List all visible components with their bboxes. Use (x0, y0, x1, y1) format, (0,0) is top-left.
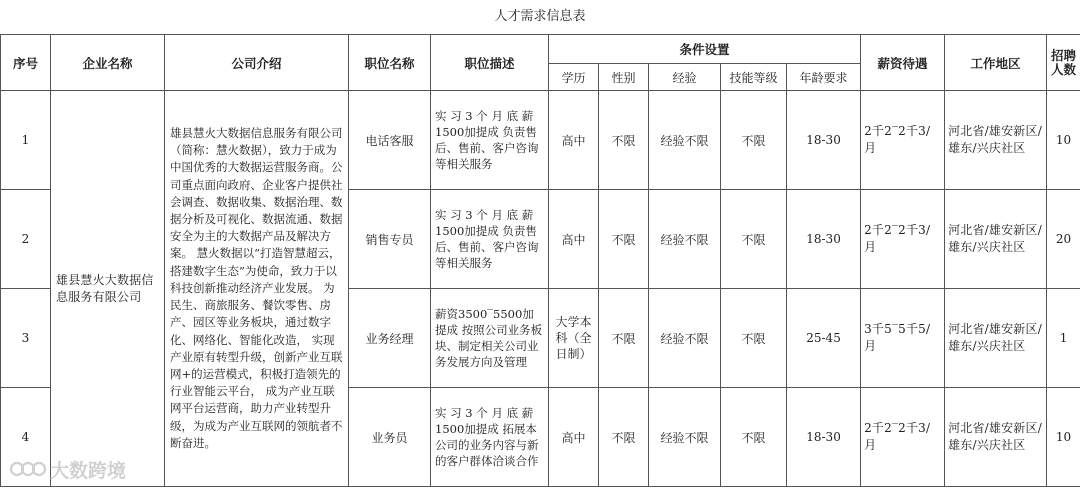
cell-seq: 1 (1, 91, 51, 190)
cell-count: 10 (1047, 91, 1080, 190)
cell-company-name: 雄县慧火大数据信息服务有限公司 (51, 91, 165, 487)
cell-age: 25-45 (787, 289, 861, 388)
cell-education: 高中 (549, 388, 599, 487)
header-position: 职位名称 (349, 35, 431, 91)
subheader-gender: 性别 (599, 64, 649, 91)
cell-experience: 经验不限 (649, 190, 721, 289)
cell-skill: 不限 (721, 190, 787, 289)
cell-gender: 不限 (599, 289, 649, 388)
cell-skill: 不限 (721, 388, 787, 487)
cell-company-intro: 雄县慧火大数据信息服务有限公司（简称：慧火数据），致力于成为中国优秀的大数据运营服务商。公司重点面向政府、企业客户提供社会调查、数据收集、数据治理、数据分析及可视化、数据流通、数据安全为主的大数据产品及解决方案。 慧火数据以“打造智慧超云，搭建数字生态”为使命，致力于以科技创新推动经济产业发展。 为民生、商旅服务、餐饮零售、房产、园区等业务板块，通过数字化、网络化、智能化改造， 实现产业原有转型升级，创新产业互联网+的运营模式，积极打造领先的行业智能云平台， 成为产业互联网平台运营商，助力产业转型升级，为成为产业互联网的领航者不断奋进。 (165, 91, 349, 487)
cell-count: 20 (1047, 190, 1080, 289)
cell-seq: 2 (1, 190, 51, 289)
cell-seq: 3 (1, 289, 51, 388)
cell-salary: 2千2‾2千3/月 (861, 91, 945, 190)
cell-skill: 不限 (721, 91, 787, 190)
header-desc: 职位描述 (431, 35, 549, 91)
watermark-text: 大数跨境 (50, 459, 127, 482)
cell-skill: 不限 (721, 289, 787, 388)
cell-education: 高中 (549, 190, 599, 289)
cell-position: 业务员 (349, 388, 431, 487)
cell-area: 河北省/雄安新区/雄东/兴庆社区 (945, 91, 1047, 190)
cell-desc: 实 习 3 个 月 底 薪 1500加提成 拓展本公司的业务内容与新的客户群体洽谈合作 (431, 388, 549, 487)
cell-age: 18-30 (787, 190, 861, 289)
cell-count: 10 (1047, 388, 1080, 487)
watermark (8, 456, 126, 482)
cell-gender: 不限 (599, 388, 649, 487)
header-area: 工作地区 (945, 35, 1047, 91)
cell-education: 大学本科（全日制） (549, 289, 599, 388)
cell-area: 河北省/雄安新区/雄东/兴庆社区 (945, 289, 1047, 388)
subheader-education: 学历 (549, 64, 599, 91)
cell-position: 业务经理 (349, 289, 431, 388)
cell-desc: 实 习 3 个 月 底 薪 1500加提成 负责售后、售前、客户咨询等相关服务 (431, 91, 549, 190)
header-salary: 薪资待遇 (861, 35, 945, 91)
cell-age: 18-30 (787, 388, 861, 487)
cell-experience: 经验不限 (649, 388, 721, 487)
cell-salary: 3千5‾5千5/月 (861, 289, 945, 388)
cell-gender: 不限 (599, 91, 649, 190)
cell-experience: 经验不限 (649, 91, 721, 190)
cell-gender: 不限 (599, 190, 649, 289)
watermark-logo-icon (8, 458, 46, 480)
cell-experience: 经验不限 (649, 289, 721, 388)
subheader-age: 年龄要求 (787, 64, 861, 91)
cell-area: 河北省/雄安新区/雄东/兴庆社区 (945, 388, 1047, 487)
header-intro: 公司介绍 (165, 35, 349, 91)
cell-salary: 2千2‾2千3/月 (861, 190, 945, 289)
cell-count: 1 (1047, 289, 1080, 388)
cell-education: 高中 (549, 91, 599, 190)
header-conditions: 条件设置 (549, 35, 861, 64)
table-row (1, 91, 1080, 190)
cell-desc: 薪资3500‾5500加提成 按照公司业务板块、制定相关公司业务发展方向及管理 (431, 289, 549, 388)
page-title: 人才需求信息表 (494, 9, 586, 24)
cell-area: 河北省/雄安新区/雄东/兴庆社区 (945, 190, 1047, 289)
header-seq: 序号 (1, 35, 51, 91)
subheader-skill: 技能等级 (721, 64, 787, 91)
cell-age: 18-30 (787, 91, 861, 190)
cell-salary: 2千2‾2千3/月 (861, 388, 945, 487)
header-company: 企业名称 (51, 35, 165, 91)
header-count: 招聘人数 (1047, 35, 1080, 91)
cell-position: 电话客服 (349, 91, 431, 190)
subheader-experience: 经验 (649, 64, 721, 91)
cell-position: 销售专员 (349, 190, 431, 289)
talent-demand-table (0, 34, 1080, 487)
cell-seq: 4 (1, 388, 51, 487)
cell-desc: 实 习 3 个 月 底 薪 1500加提成 负责售后、售前、客户咨询等相关服务 (431, 190, 549, 289)
